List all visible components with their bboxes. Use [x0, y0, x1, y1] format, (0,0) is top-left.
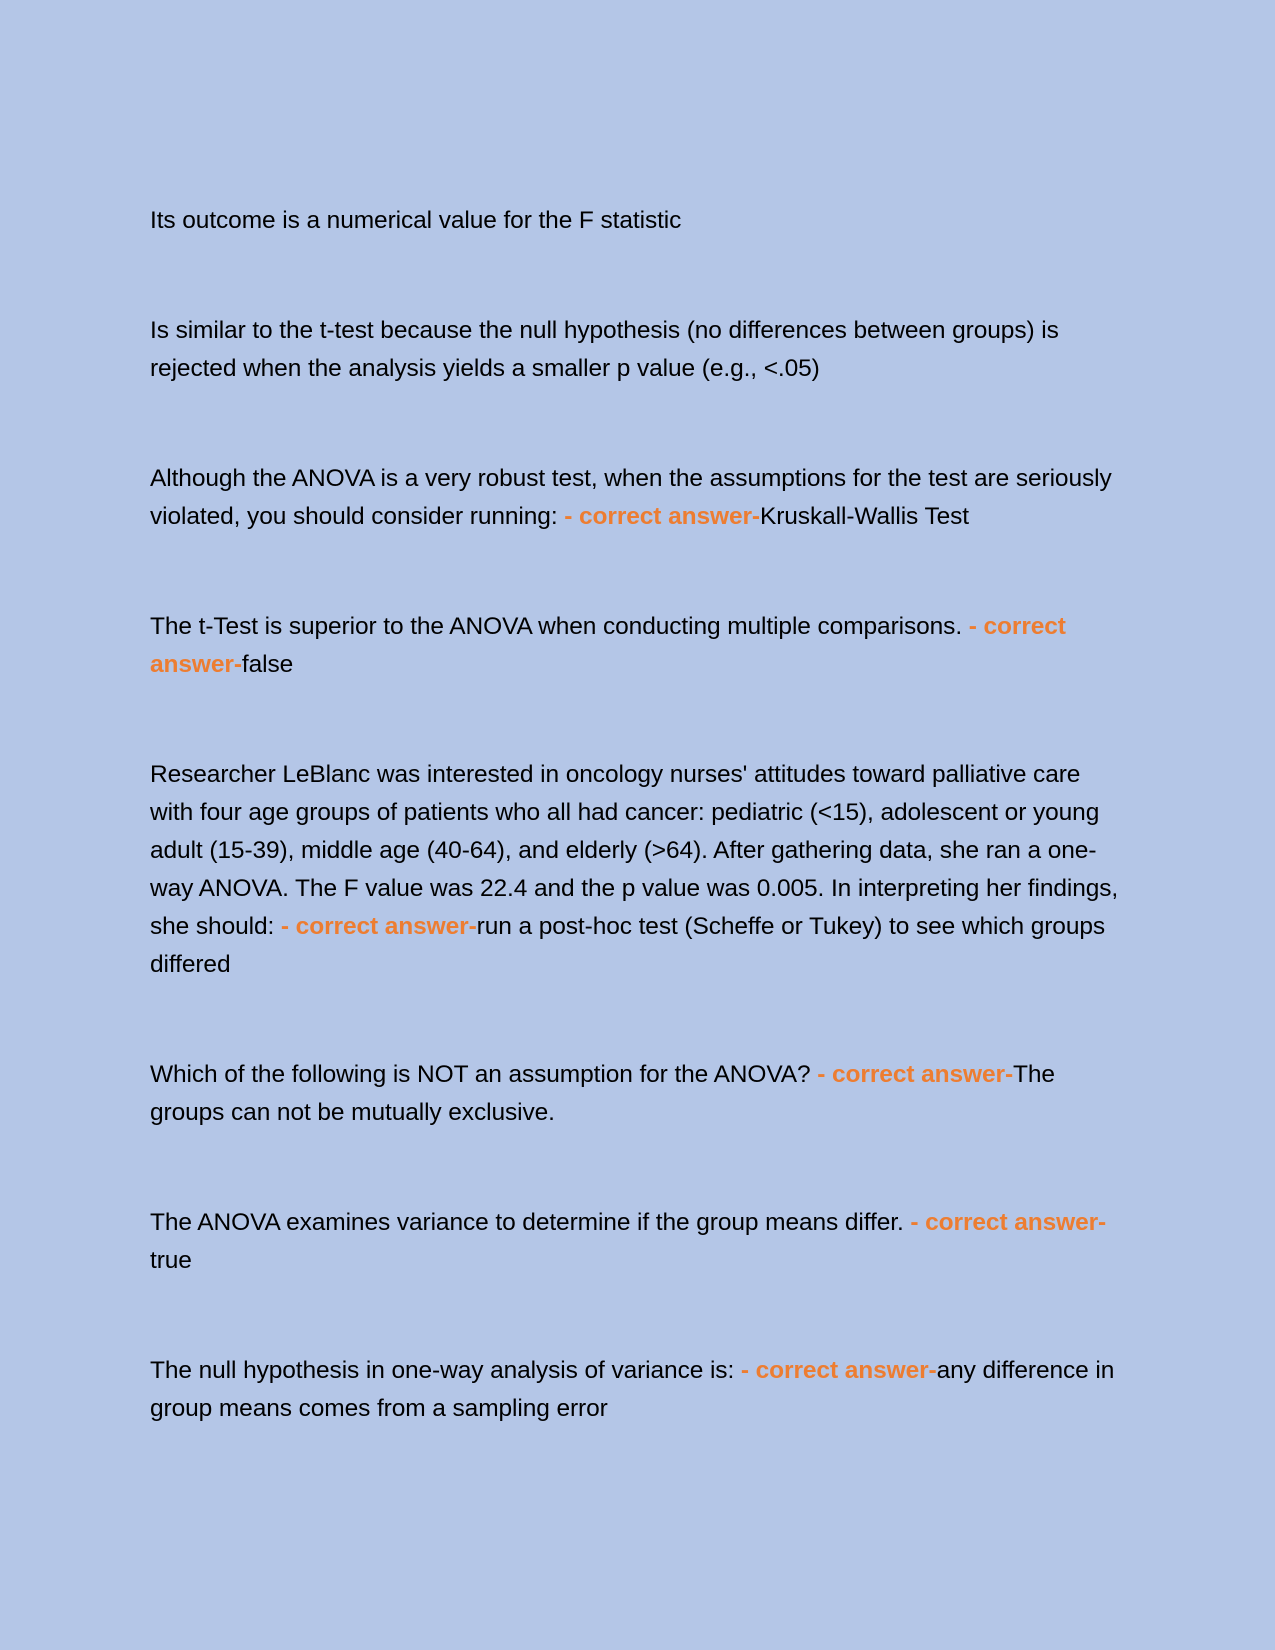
answer-text: any difference in group means comes from a sampling error — [150, 1357, 1115, 1422]
answer-text: run a post-hoc test (Scheffe or Tukey) to see which groups differed — [150, 913, 1106, 978]
correct-answer-label: - correct answer- — [564, 503, 760, 530]
question-text: Which of the following is NOT an assumption for the ANOVA? — [150, 1061, 818, 1088]
qa-item-6 — [150, 1056, 1125, 1132]
statement-text: Its outcome is a numerical value for the F statistic — [150, 207, 682, 234]
qa-item-2 — [150, 312, 1125, 388]
qa-item-1 — [150, 202, 1125, 240]
qa-item-7 — [150, 1204, 1125, 1280]
question-text: The t-Test is superior to the ANOVA when conducting multiple comparisons. — [150, 613, 969, 640]
qa-item-5 — [150, 756, 1125, 984]
qa-item-3 — [150, 460, 1125, 536]
correct-answer-label: - correct answer- — [910, 1209, 1107, 1236]
question-text: The ANOVA examines variance to determine if the group means differ. — [150, 1209, 911, 1236]
answer-text: The groups can not be mutually exclusive. — [150, 1061, 1055, 1126]
answer-text: false — [241, 651, 294, 678]
qa-item-4 — [150, 608, 1125, 684]
document-body — [150, 202, 1125, 1500]
statement-text: Is similar to the t-test because the null hypothesis (no differences between groups) is rejected when the analysis yields a smaller p value (e.g., <.05) — [150, 317, 1059, 382]
question-text: Researcher LeBlanc was interested in oncology nurses' attitudes toward palliative care with four age groups of patients who all had cancer: pediatric (<15), adolescent or young adult (15-39), middle age (40-64), and elderly (>64). After gathering data, she ran a one-way ANOVA. The F value was 22.4 and the p value was 0.005. In interpreting her findings, she should: — [150, 761, 1119, 940]
correct-answer-label: - correct answer- — [150, 613, 1066, 678]
correct-answer-label: - correct answer- — [817, 1061, 1014, 1088]
correct-answer-label: - correct answer- — [740, 1357, 937, 1384]
question-text: Although the ANOVA is a very robust test, when the assumptions for the test are seriously violated, you should consider running: — [150, 465, 1112, 530]
qa-item-8 — [150, 1352, 1125, 1428]
answer-text: Kruskall-Wallis Test — [759, 503, 969, 530]
question-text: The null hypothesis in one-way analysis of variance is: — [150, 1357, 741, 1384]
correct-answer-label: - correct answer- — [280, 913, 477, 940]
answer-text: true — [150, 1247, 192, 1274]
